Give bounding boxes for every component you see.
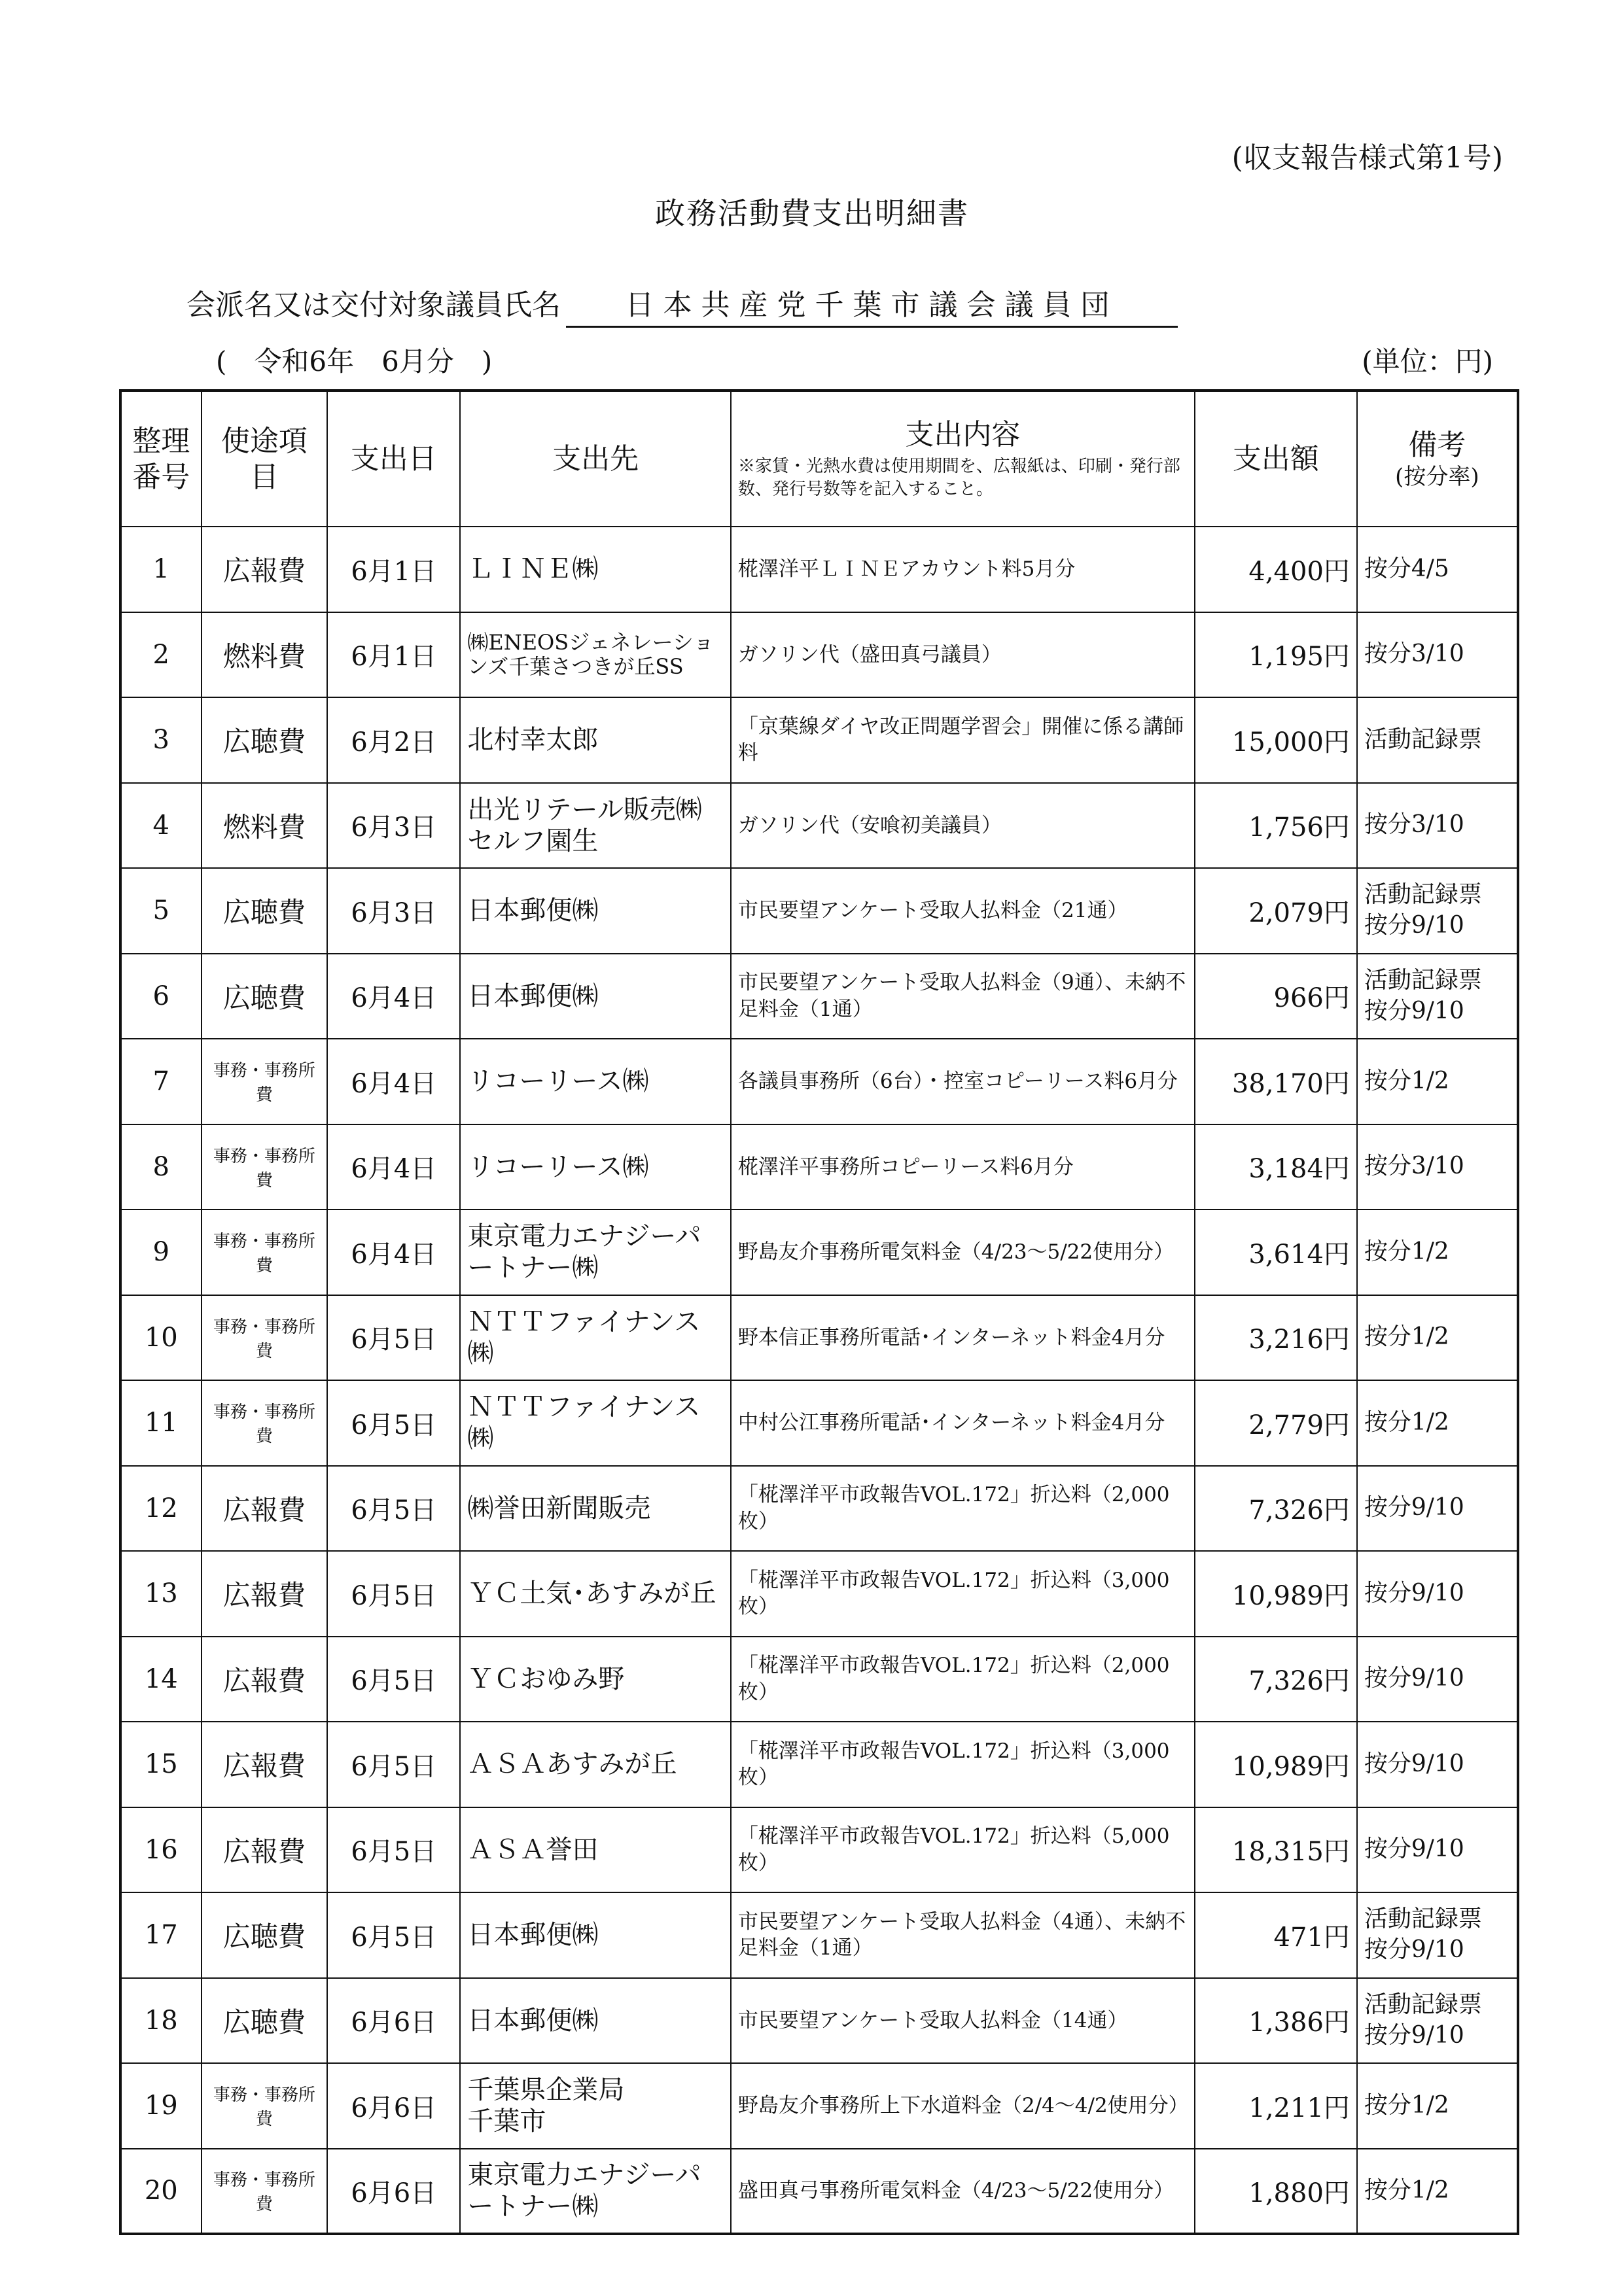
row-description: 野島友介事務所電気料金（4/23〜5/22使用分） <box>731 1209 1195 1295</box>
row-category: 事務・事務所費 <box>202 1295 328 1381</box>
document-title: 政務活動費支出明細書 <box>655 196 969 231</box>
row-payee: ＹＣ土気･あすみが丘 <box>460 1551 731 1637</box>
row-payee: リコーリース㈱ <box>460 1124 731 1210</box>
row-category: 事務・事務所費 <box>202 2063 328 2149</box>
row-payee: ＮＴＴファイナンス㈱ <box>460 1295 731 1381</box>
row-remarks: 活動記録票 按分9/10 <box>1357 1978 1518 2064</box>
row-description: 「椛澤洋平市政報告VOL.172」折込料（2,000枚） <box>731 1637 1195 1722</box>
row-number: 4 <box>120 783 202 869</box>
row-amount: 2,079円 <box>1195 868 1357 954</box>
row-amount: 3,216円 <box>1195 1295 1357 1381</box>
table-row <box>120 1722 1518 1807</box>
row-date: 6月4日 <box>327 1209 460 1295</box>
row-number: 12 <box>120 1466 202 1552</box>
row-date: 6月3日 <box>327 868 460 954</box>
row-description: 「椛澤洋平市政報告VOL.172」折込料（3,000枚） <box>731 1551 1195 1637</box>
row-remarks: 活動記録票 按分9/10 <box>1357 954 1518 1039</box>
row-number: 15 <box>120 1722 202 1807</box>
row-description: 盛田真弓事務所電気料金（4/23〜5/22使用分） <box>731 2149 1195 2235</box>
row-date: 6月5日 <box>327 1295 460 1381</box>
row-date: 6月4日 <box>327 954 460 1039</box>
header-description <box>731 391 1195 527</box>
row-date: 6月5日 <box>327 1466 460 1552</box>
table-row <box>120 2063 1518 2149</box>
row-description: 「椛澤洋平市政報告VOL.172」折込料（3,000枚） <box>731 1722 1195 1807</box>
row-amount: 18,315円 <box>1195 1807 1357 1893</box>
row-remarks: 按分9/10 <box>1357 1807 1518 1893</box>
table-row <box>120 1892 1518 1978</box>
table-body <box>120 527 1518 2234</box>
row-amount: 38,170円 <box>1195 1039 1357 1124</box>
currency-unit: (単位：円) <box>1362 345 1493 377</box>
header-remarks-sub: (按分率) <box>1395 463 1479 490</box>
row-number: 7 <box>120 1039 202 1124</box>
row-remarks: 按分3/10 <box>1357 1124 1518 1210</box>
row-description: 市民要望アンケート受取人払料金（21通） <box>731 868 1195 954</box>
row-amount: 1,195円 <box>1195 612 1357 698</box>
organization-name: 日本共産党千葉市議会議員団 <box>566 281 1178 328</box>
row-description: 椛澤洋平事務所コピーリース料6月分 <box>731 1124 1195 1210</box>
row-category: 広報費 <box>202 527 328 612</box>
row-number: 17 <box>120 1892 202 1978</box>
organization-label: 会派名又は交付対象議員氏名 <box>186 288 561 322</box>
form-number: (収支報告様式第1号) <box>1231 141 1503 175</box>
row-date: 6月5日 <box>327 1380 460 1466</box>
row-payee: 東京電力エナジーパートナー㈱ <box>460 2149 731 2235</box>
row-description: 野本信正事務所電話･インターネット料金4月分 <box>731 1295 1195 1381</box>
row-description: 「椛澤洋平市政報告VOL.172」折込料（2,000枚） <box>731 1466 1195 1552</box>
row-amount: 3,184円 <box>1195 1124 1357 1210</box>
row-payee: ㈱ENEOSジェネレーションズ千葉さつきが丘SS <box>460 612 731 698</box>
row-amount: 15,000円 <box>1195 697 1357 783</box>
row-payee: ㈱誉田新聞販売 <box>460 1466 731 1552</box>
table-row <box>120 697 1518 783</box>
row-payee: 千葉県企業局 千葉市 <box>460 2063 731 2149</box>
row-amount: 1,756円 <box>1195 783 1357 869</box>
row-description: 市民要望アンケート受取人払料金（9通）、未納不足料金（1通） <box>731 954 1195 1039</box>
row-number: 20 <box>120 2149 202 2235</box>
table-row <box>120 1807 1518 1893</box>
row-category: 広聴費 <box>202 1892 328 1978</box>
row-date: 6月6日 <box>327 1978 460 2064</box>
row-number: 5 <box>120 868 202 954</box>
table-row <box>120 1380 1518 1466</box>
row-amount: 10,989円 <box>1195 1722 1357 1807</box>
row-description: 各議員事務所（6台）・控室コピーリース料6月分 <box>731 1039 1195 1124</box>
row-category: 広報費 <box>202 1637 328 1722</box>
row-category: 広報費 <box>202 1466 328 1552</box>
row-remarks: 按分9/10 <box>1357 1466 1518 1552</box>
table-row <box>120 2149 1518 2235</box>
row-date: 6月6日 <box>327 2149 460 2235</box>
row-amount: 471円 <box>1195 1892 1357 1978</box>
row-amount: 966円 <box>1195 954 1357 1039</box>
row-payee: ＡＳＡあすみが丘 <box>460 1722 731 1807</box>
table-header-row <box>120 391 1518 527</box>
header-date: 支出日 <box>327 391 460 527</box>
row-payee: 東京電力エナジーパートナー㈱ <box>460 1209 731 1295</box>
row-number: 6 <box>120 954 202 1039</box>
table-row <box>120 954 1518 1039</box>
row-date: 6月2日 <box>327 697 460 783</box>
table-row <box>120 1295 1518 1381</box>
table-row <box>120 1551 1518 1637</box>
row-remarks: 按分1/2 <box>1357 2149 1518 2235</box>
row-date: 6月4日 <box>327 1039 460 1124</box>
row-payee: 北村幸太郎 <box>460 697 731 783</box>
row-category: 事務・事務所費 <box>202 1039 328 1124</box>
row-number: 9 <box>120 1209 202 1295</box>
row-category: 事務・事務所費 <box>202 1380 328 1466</box>
row-category: 広聴費 <box>202 868 328 954</box>
row-number: 2 <box>120 612 202 698</box>
header-payee: 支出先 <box>460 391 731 527</box>
table-row <box>120 1466 1518 1552</box>
row-payee: 出光リテール販売㈱セルフ園生 <box>460 783 731 869</box>
row-remarks: 按分1/2 <box>1357 2063 1518 2149</box>
row-payee: ＮＴＴファイナンス㈱ <box>460 1380 731 1466</box>
table-row <box>120 868 1518 954</box>
header-description-title: 支出内容 <box>905 417 1021 451</box>
row-number: 3 <box>120 697 202 783</box>
row-description: 「椛澤洋平市政報告VOL.172」折込料（5,000枚） <box>731 1807 1195 1893</box>
row-category: 広聴費 <box>202 697 328 783</box>
row-description: ガソリン代（盛田真弓議員） <box>731 612 1195 698</box>
row-remarks: 按分4/5 <box>1357 527 1518 612</box>
row-payee: 日本郵便㈱ <box>460 1892 731 1978</box>
row-remarks: 按分3/10 <box>1357 783 1518 869</box>
row-remarks: 按分9/10 <box>1357 1637 1518 1722</box>
row-date: 6月5日 <box>327 1551 460 1637</box>
row-amount: 1,880円 <box>1195 2149 1357 2235</box>
table-row <box>120 1039 1518 1124</box>
table-row <box>120 1209 1518 1295</box>
row-payee: 日本郵便㈱ <box>460 868 731 954</box>
table-row <box>120 1978 1518 2064</box>
row-description: 市民要望アンケート受取人払料金（4通）、未納不足料金（1通） <box>731 1892 1195 1978</box>
row-number: 19 <box>120 2063 202 2149</box>
row-remarks: 按分1/2 <box>1357 1380 1518 1466</box>
row-number: 13 <box>120 1551 202 1637</box>
table-row <box>120 527 1518 612</box>
row-remarks: 按分9/10 <box>1357 1722 1518 1807</box>
table-row <box>120 783 1518 869</box>
row-amount: 2,779円 <box>1195 1380 1357 1466</box>
row-description: 野島友介事務所上下水道料金（2/4〜4/2使用分） <box>731 2063 1195 2149</box>
row-amount: 7,326円 <box>1195 1637 1357 1722</box>
row-payee: 日本郵便㈱ <box>460 954 731 1039</box>
row-category: 広報費 <box>202 1722 328 1807</box>
row-payee: リコーリース㈱ <box>460 1039 731 1124</box>
table-row <box>120 1637 1518 1722</box>
row-payee: ＬＩＮＥ㈱ <box>460 527 731 612</box>
row-amount: 1,386円 <box>1195 1978 1357 2064</box>
row-payee: ＹＣおゆみ野 <box>460 1637 731 1722</box>
organization-row <box>186 281 1178 328</box>
expenditure-table <box>119 389 1519 2235</box>
header-remarks-title: 備考 <box>1408 428 1466 462</box>
row-category: 燃料費 <box>202 612 328 698</box>
row-amount: 10,989円 <box>1195 1551 1357 1637</box>
row-category: 事務・事務所費 <box>202 1124 328 1210</box>
header-amount: 支出額 <box>1195 391 1357 527</box>
reporting-period: ( 令和6年 6月分 ) <box>216 345 493 377</box>
row-remarks: 按分1/2 <box>1357 1039 1518 1124</box>
header-description-note: ※家賃・光熱水費は使用期間を、広報紙は、印刷・発行部数、発行号数等を記入すること。 <box>737 456 1180 499</box>
row-number: 18 <box>120 1978 202 2064</box>
table-row <box>120 1124 1518 1210</box>
header-number: 整理番号 <box>120 391 202 527</box>
row-amount: 3,614円 <box>1195 1209 1357 1295</box>
row-category: 事務・事務所費 <box>202 1209 328 1295</box>
row-amount: 4,400円 <box>1195 527 1357 612</box>
row-description: ガソリン代（安喰初美議員） <box>731 783 1195 869</box>
row-date: 6月6日 <box>327 2063 460 2149</box>
row-remarks: 活動記録票 按分9/10 <box>1357 1892 1518 1978</box>
row-remarks: 按分1/2 <box>1357 1209 1518 1295</box>
header-remarks <box>1357 391 1518 527</box>
row-payee: ＡＳＡ誉田 <box>460 1807 731 1893</box>
row-remarks: 按分3/10 <box>1357 612 1518 698</box>
row-date: 6月1日 <box>327 612 460 698</box>
header-category: 使途項目 <box>202 391 328 527</box>
row-remarks: 活動記録票 按分9/10 <box>1357 868 1518 954</box>
table-row <box>120 612 1518 698</box>
row-description: 椛澤洋平ＬＩＮＥアカウント料5月分 <box>731 527 1195 612</box>
row-payee: 日本郵便㈱ <box>460 1978 731 2064</box>
row-amount: 1,211円 <box>1195 2063 1357 2149</box>
row-number: 11 <box>120 1380 202 1466</box>
row-date: 6月5日 <box>327 1892 460 1978</box>
row-description: 中村公江事務所電話･インターネット料金4月分 <box>731 1380 1195 1466</box>
row-number: 10 <box>120 1295 202 1381</box>
row-category: 広聴費 <box>202 954 328 1039</box>
row-description: 市民要望アンケート受取人払料金（14通） <box>731 1978 1195 2064</box>
row-remarks: 按分9/10 <box>1357 1551 1518 1637</box>
row-remarks: 活動記録票 <box>1357 697 1518 783</box>
row-amount: 7,326円 <box>1195 1466 1357 1552</box>
row-category: 広報費 <box>202 1551 328 1637</box>
row-category: 事務・事務所費 <box>202 2149 328 2235</box>
row-description: 「京葉線ダイヤ改正問題学習会」開催に係る講師料 <box>731 697 1195 783</box>
row-remarks: 按分1/2 <box>1357 1295 1518 1381</box>
row-date: 6月3日 <box>327 783 460 869</box>
row-date: 6月5日 <box>327 1637 460 1722</box>
row-number: 8 <box>120 1124 202 1210</box>
row-number: 14 <box>120 1637 202 1722</box>
row-date: 6月4日 <box>327 1124 460 1210</box>
row-date: 6月5日 <box>327 1722 460 1807</box>
row-category: 燃料費 <box>202 783 328 869</box>
row-date: 6月5日 <box>327 1807 460 1893</box>
row-category: 広聴費 <box>202 1978 328 2064</box>
row-number: 16 <box>120 1807 202 1893</box>
row-number: 1 <box>120 527 202 612</box>
row-date: 6月1日 <box>327 527 460 612</box>
row-category: 広報費 <box>202 1807 328 1893</box>
